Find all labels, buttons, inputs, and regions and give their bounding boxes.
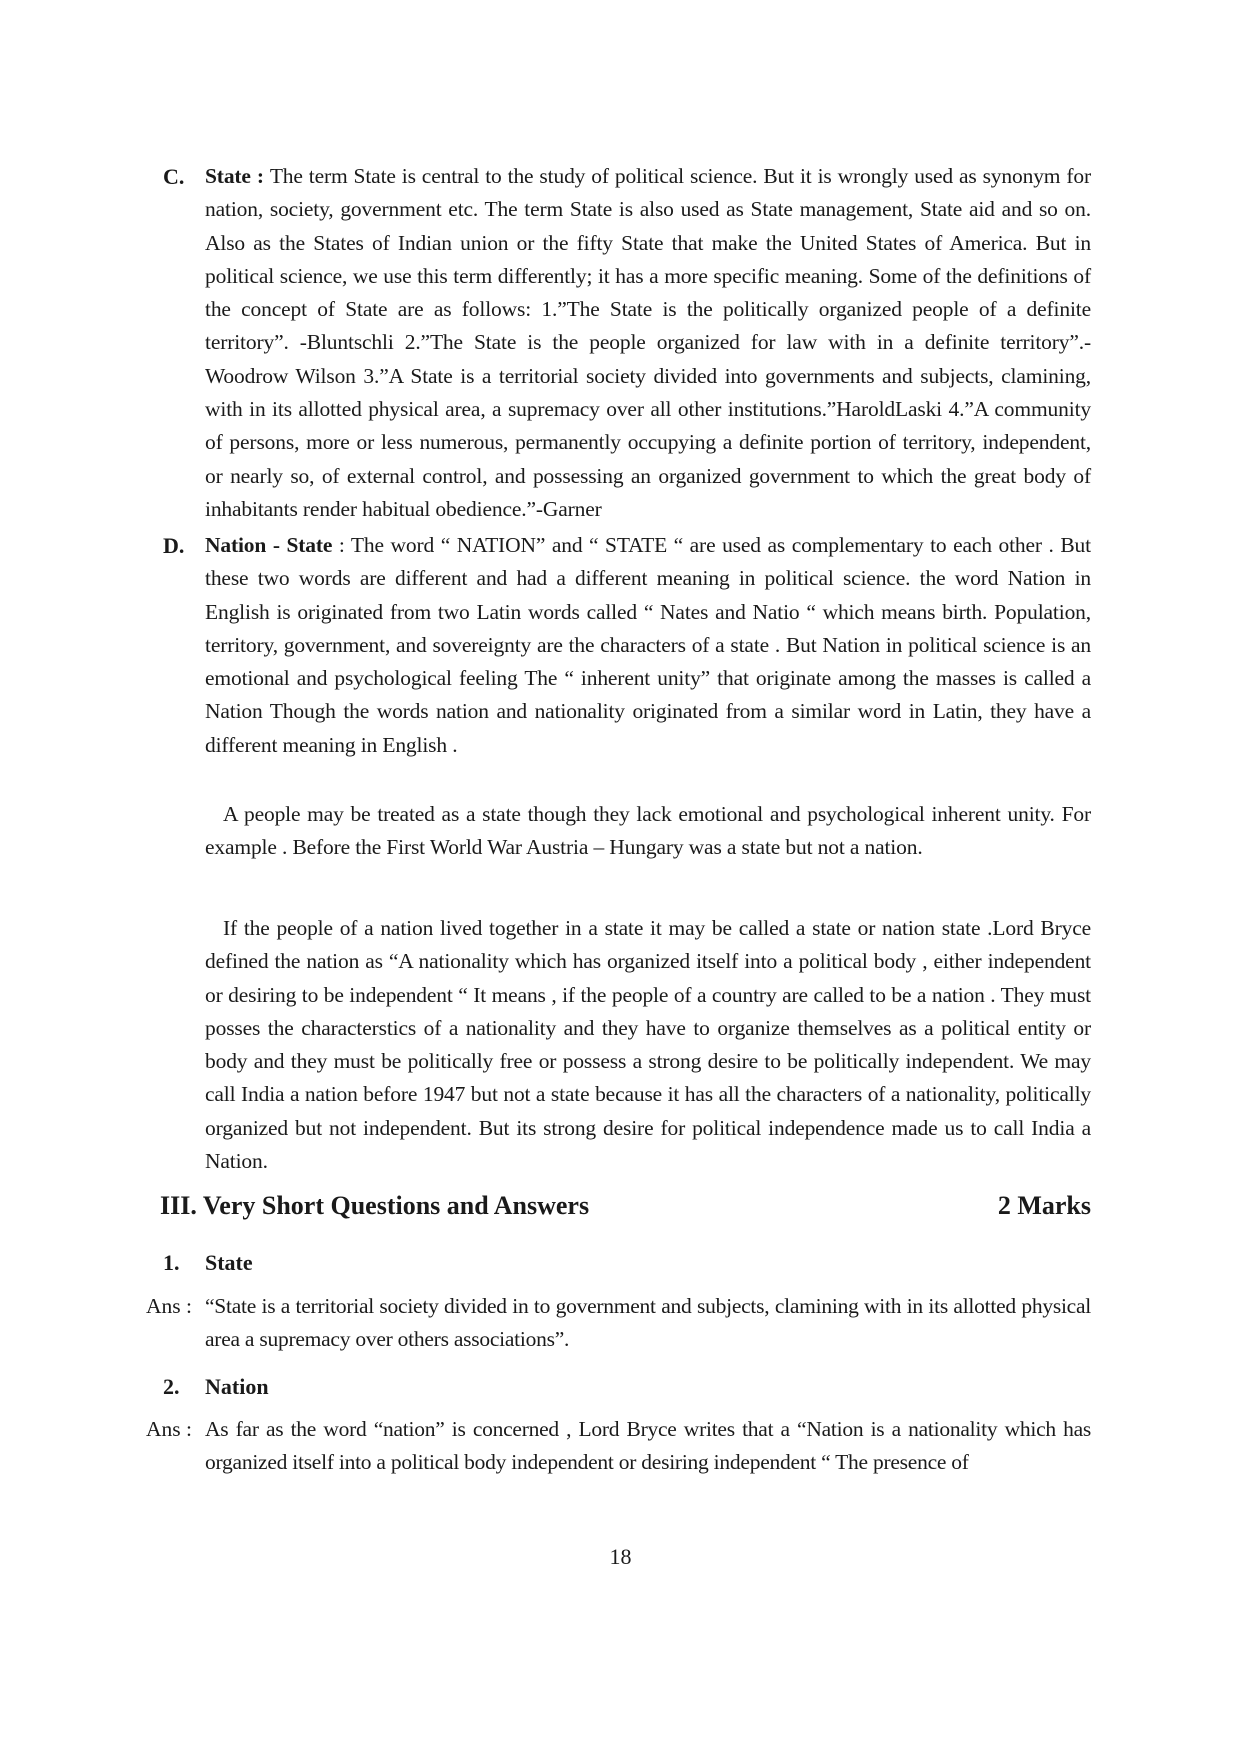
answer-text: “State is a territorial society divided in to government and subjects, clamining with in its allotted physical area a supremacy over others associations”. bbox=[205, 1294, 1091, 1352]
item-marker: D. bbox=[163, 533, 185, 558]
paragraph-lord-bryce: If the people of a nation lived together in a state it may be called a state or nation state .Lord Bryce defined the nation as “A nationality which has organized itself into a political body , either independent or desiring to be independent “ It means , if the people of a country are called to be a nation . They must posses the characterstics of a nationality and they have to organize themselves as a political entity or body and they must be politically free or possess a strong desire to be politically independent. We may call India a nation before 1947 but not a state because it has all the characters of a nationality, politically organized but not independent. But its strong desire for political independence made us to call India a Nation. bbox=[205, 916, 1091, 1174]
question-number: 1. bbox=[163, 1250, 180, 1275]
question-title: Nation bbox=[205, 1374, 269, 1399]
question-title: State bbox=[205, 1250, 253, 1275]
definition-item-state bbox=[163, 160, 1091, 526]
question-2 bbox=[163, 1370, 269, 1403]
definition-body: The word “ NATION” and “ STATE “ are used as complementary to each other . But these two words are different and had a different meaning in political science. the word Nation in English is originated from two Latin words called “ Nates and Natio “ which means birth. Population, territory, government, and sovereignty are the characters of a state . But Nation in political science is an emotional and psychological feeling The “ inherent unity” that originate among the masses is called a Nation Though the words nation and nationality originated from a similar word in Latin, they have a different meaning in English . bbox=[205, 533, 1091, 757]
section-title: III. Very Short Questions and Answers bbox=[160, 1191, 590, 1220]
definition-item-nation-state bbox=[163, 529, 1091, 762]
answer-label: Ans : bbox=[146, 1294, 192, 1318]
answer-text: As far as the word “nation” is concerned , Lord Bryce writes that a “Nation is a nationality which has organized itself into a political body independent or desiring independent “ The presence of bbox=[205, 1417, 1091, 1475]
question-number: 2. bbox=[163, 1374, 180, 1399]
term-separator: : bbox=[250, 164, 270, 188]
definition-text bbox=[205, 529, 1091, 762]
section-marks: 2 Marks bbox=[997, 1191, 1091, 1220]
answer-2 bbox=[146, 1413, 1091, 1480]
question-1 bbox=[163, 1246, 253, 1279]
definition-term: Nation - State bbox=[205, 533, 333, 557]
term-separator: : bbox=[332, 533, 351, 557]
answer-1 bbox=[146, 1290, 1091, 1357]
section-heading bbox=[160, 1189, 1091, 1223]
definition-text bbox=[205, 160, 1091, 526]
definition-body: The term State is central to the study of political science. But it is wrongly used as synonym for nation, society, government etc. The term State is also used as State management, State aid and so on. Also as the States of Indian union or the fifty State that make the United States of America. But in political science, we use this term differently; it has a more specific meaning. Some of the definitions of the concept of State are as follows: 1.”The State is the politically organized people of a definite territory”. -Bluntschli 2.”The State is the people organized for law with in a definite territory”.-Woodrow Wilson 3.”A State is a territorial society divided into governments and subjects, clamining, with in its allotted physical area, a supremacy over all other institutions.”HaroldLaski 4.”A community of persons, more or less numerous, permanently occupying a definite portion of territory, independent, or nearly so, of external control, and possessing an organized government to which the great body of inhabitants render habitual obedience.”-Garner bbox=[205, 164, 1091, 521]
answer-label: Ans : bbox=[146, 1417, 192, 1441]
item-marker: C. bbox=[163, 164, 185, 189]
page-number: 18 bbox=[609, 1544, 632, 1569]
paragraph-austria-hungary: A people may be treated as a state though they lack emotional and psychological inherent unity. For example . Before the First World War Austria – Hungary was a state but not a nation. bbox=[205, 802, 1091, 860]
definition-term: State bbox=[205, 164, 251, 188]
